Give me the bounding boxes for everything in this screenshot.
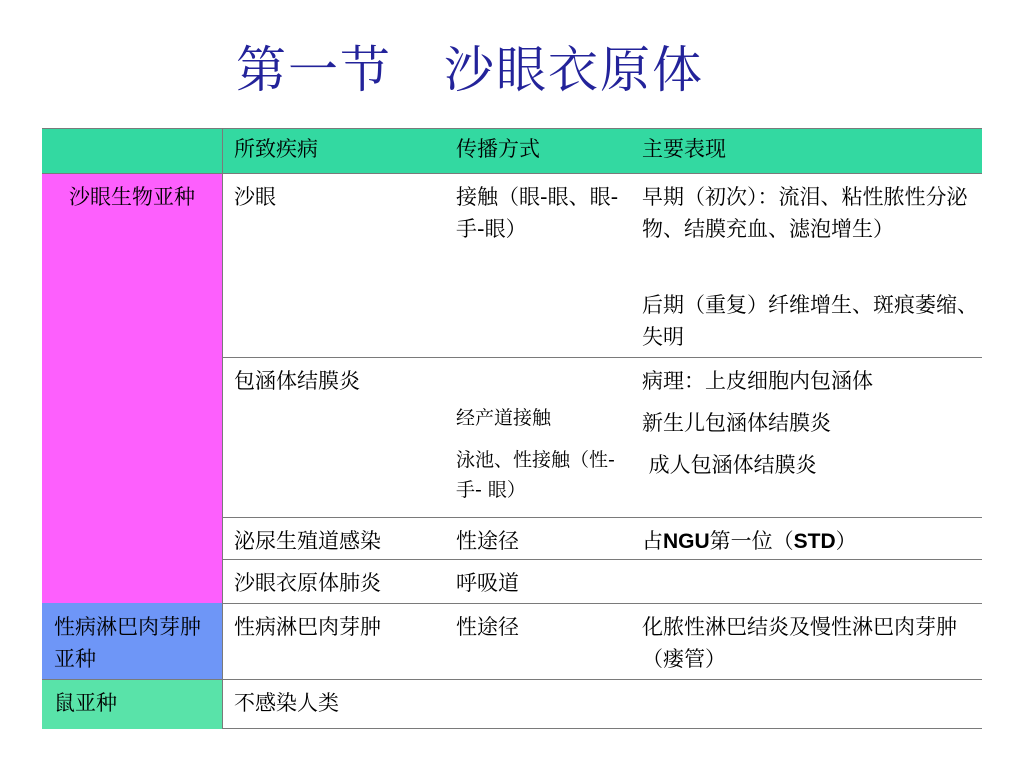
subspecies-trachoma: 沙眼生物亚种: [42, 173, 222, 603]
header-disease: 所致疾病: [222, 129, 444, 173]
disease-urogenital: 泌尿生殖道感染: [234, 529, 381, 553]
manifestation-suffix: ）: [835, 529, 857, 553]
transmission-perinatal: 经产道接触: [456, 407, 552, 429]
transmission-pneumonia: 呼吸道: [456, 571, 519, 595]
subspecies-lgv: 性病淋巴肉芽肿亚种: [42, 603, 222, 679]
disease-inclusion-conjunctivitis: 包涵体结膜炎: [234, 369, 360, 393]
disease-trachoma: 沙眼: [234, 185, 276, 209]
manifestation-prefix: 占: [642, 529, 663, 553]
transmission-urogenital: 性途径: [456, 529, 519, 553]
subspecies-mouse: 鼠亚种: [42, 679, 222, 729]
chlamydia-table: [42, 128, 982, 729]
header-blank: [42, 129, 222, 173]
page-title: 第一节 沙眼衣原体: [236, 41, 704, 99]
manifestation-lgv: 化脓性淋巴结炎及慢性淋巴肉芽肿（瘘管）: [642, 615, 957, 671]
transmission-mouse: [444, 679, 630, 729]
grid-line: [222, 728, 982, 729]
transmission-lgv: 性途径: [456, 615, 519, 639]
grid-line: [42, 173, 982, 174]
manifestation-urogenital: [630, 517, 982, 559]
grid-line: [222, 357, 982, 358]
manifestation-adult: 成人包涵体结膜炎: [642, 453, 817, 477]
disease-pneumonia: 沙眼衣原体肺炎: [234, 571, 381, 595]
grid-line: [222, 603, 982, 604]
manifestation-middle: 第一位（: [709, 529, 794, 553]
manifestation-trachoma-late: 后期（重复）纤维增生、斑痕萎缩、失明: [642, 293, 978, 349]
transmission-trachoma: 接触（眼-眼、眼-手-眼）: [456, 185, 619, 241]
std-term: STD: [793, 530, 836, 553]
grid-line: [222, 517, 982, 518]
disease-mouse: 不感染人类: [234, 691, 339, 715]
manifestation-pneumonia: [630, 559, 982, 603]
header-manifestation: 主要表现: [630, 129, 982, 173]
grid-line: [42, 679, 982, 680]
manifestation-pathology: 病理：上皮细胞内包涵体: [642, 369, 873, 393]
disease-lgv: 性病淋巴肉芽肿: [234, 615, 381, 639]
header-transmission: 传播方式: [444, 129, 630, 173]
transmission-pool-sexual: 泳池、性接触（性-手- 眼）: [456, 449, 615, 501]
grid-line: [222, 559, 982, 560]
manifestation-trachoma-early: 早期（初次）：流泪、粘性脓性分泌物、结膜充血、滤泡增生）: [642, 185, 968, 241]
manifestation-neonatal: 新生儿包涵体结膜炎: [642, 411, 831, 435]
ngu-term: NGU: [663, 530, 710, 553]
grid-line: [222, 129, 223, 729]
manifestation-mouse: [630, 679, 982, 729]
